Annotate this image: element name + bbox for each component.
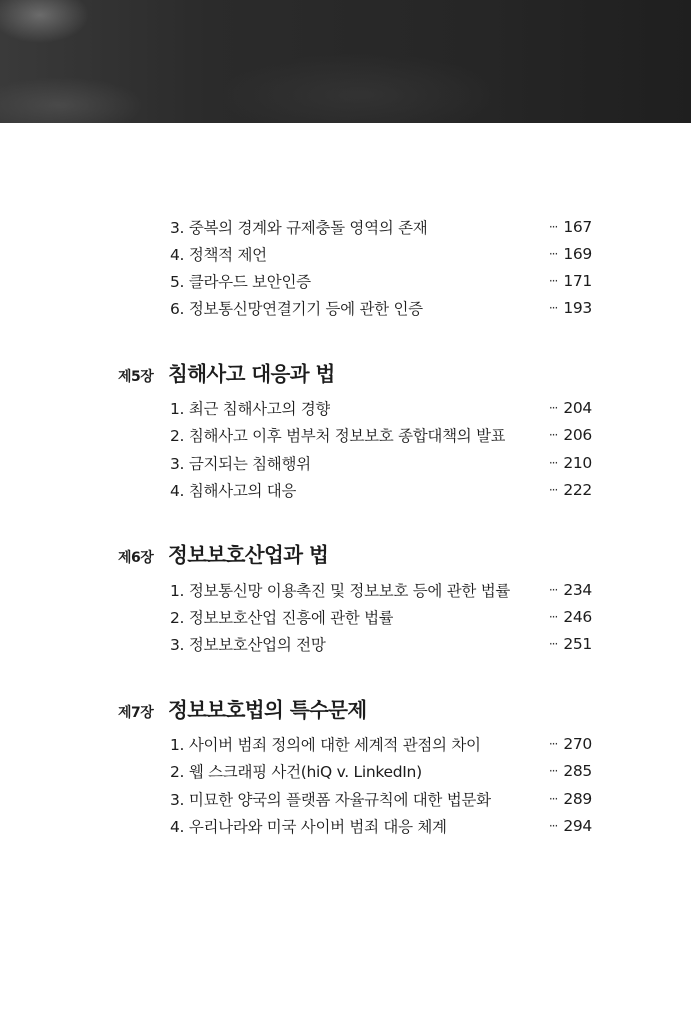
toc-entry[interactable]: [170, 759, 592, 783]
toc-entry-page: 171: [563, 272, 592, 290]
chapter-number: 제5장: [118, 369, 154, 385]
toc-entry[interactable]: [170, 814, 592, 838]
toc-entry-title: 4. 정책적 제언: [170, 246, 267, 264]
leader-dots: ···: [548, 610, 558, 624]
toc-entry[interactable]: [170, 787, 592, 811]
toc-entry-title: 2. 웹 스크래핑 사건(hiQ v. LinkedIn): [170, 763, 422, 781]
toc-entry-page: 234: [563, 581, 592, 599]
leader-dots: ···: [548, 456, 558, 470]
chapter-number: 제6장: [118, 550, 154, 566]
leader-dots: ···: [548, 401, 558, 415]
toc-entry-title: 5. 클라우드 보안인증: [170, 273, 311, 291]
chapter-title: 정보보호법의 특수문제: [168, 698, 367, 722]
toc-entry-page: 206: [563, 426, 592, 444]
toc-entry[interactable]: [170, 215, 592, 239]
toc-entry-page: 193: [563, 299, 592, 317]
toc-entry-page: 294: [563, 817, 592, 835]
toc-entry-page: 169: [563, 245, 592, 263]
toc-entry-title: 3. 정보보호산업의 전망: [170, 636, 326, 654]
leader-dots: ···: [548, 247, 558, 261]
toc-entry-title: 1. 최근 침해사고의 경향: [170, 400, 331, 418]
toc-entry-title: 4. 침해사고의 대응: [170, 482, 297, 500]
toc-entry[interactable]: [170, 578, 592, 602]
toc-entry-page: 289: [563, 790, 592, 808]
toc-entry-page: 285: [563, 762, 592, 780]
leader-dots: ···: [548, 583, 558, 597]
leader-dots: ···: [548, 792, 558, 806]
leader-dots: ···: [548, 819, 558, 833]
leader-dots: ···: [548, 764, 558, 778]
toc-entry-title: 3. 금지되는 침해행위: [170, 455, 311, 473]
toc-entry[interactable]: [170, 732, 592, 756]
chapter-title: 정보보호산업과 법: [168, 543, 329, 567]
toc-entry[interactable]: [170, 632, 592, 656]
chapter-title: 침해사고 대응과 법: [168, 362, 335, 386]
leader-dots: ···: [548, 483, 558, 497]
toc-entry-page: 204: [563, 399, 592, 417]
toc-entry-title: 2. 정보보호산업 진흥에 관한 법률: [170, 609, 394, 627]
toc-entry[interactable]: [170, 451, 592, 475]
toc-entry[interactable]: [170, 296, 592, 320]
toc-entry[interactable]: [170, 605, 592, 629]
chapter-number: 제7장: [118, 705, 154, 721]
toc-entry-page: 251: [563, 635, 592, 653]
toc-entry[interactable]: [170, 242, 592, 266]
toc-entry-title: 1. 정보통신망 이용촉진 및 정보보호 등에 관한 법률: [170, 582, 511, 600]
toc-entry[interactable]: [170, 423, 592, 447]
toc-entry-title: 2. 침해사고 이후 범부처 정보보호 종합대책의 발표: [170, 427, 506, 445]
chapter-heading[interactable]: [118, 538, 328, 568]
leader-dots: ···: [548, 737, 558, 751]
toc-entry-page: 210: [563, 454, 592, 472]
toc-entry-title: 6. 정보통신망연결기기 등에 관한 인증: [170, 300, 423, 318]
toc-entry-page: 222: [563, 481, 592, 499]
chapter-heading[interactable]: [118, 357, 335, 387]
toc-entry[interactable]: [170, 269, 592, 293]
toc-entry-page: 167: [563, 218, 592, 236]
toc-entry-page: 270: [563, 735, 592, 753]
toc-entry-title: 3. 미묘한 양국의 플랫폼 자율규칙에 대한 법문화: [170, 791, 491, 809]
header-photo-banner: [0, 0, 691, 123]
leader-dots: ···: [548, 428, 558, 442]
chapter-heading[interactable]: [118, 693, 367, 723]
toc-entry[interactable]: [170, 396, 592, 420]
toc-entry-title: 4. 우리나라와 미국 사이버 범죄 대응 체계: [170, 818, 447, 836]
leader-dots: ···: [548, 637, 558, 651]
leader-dots: ···: [548, 274, 558, 288]
toc-entry[interactable]: [170, 478, 592, 502]
leader-dots: ···: [548, 220, 558, 234]
leader-dots: ···: [548, 301, 558, 315]
toc-entry-title: 3. 중복의 경계와 규제충돌 영역의 존재: [170, 219, 428, 237]
toc-entry-title: 1. 사이버 범죄 정의에 대한 세계적 관점의 차이: [170, 736, 481, 754]
toc-entry-page: 246: [563, 608, 592, 626]
